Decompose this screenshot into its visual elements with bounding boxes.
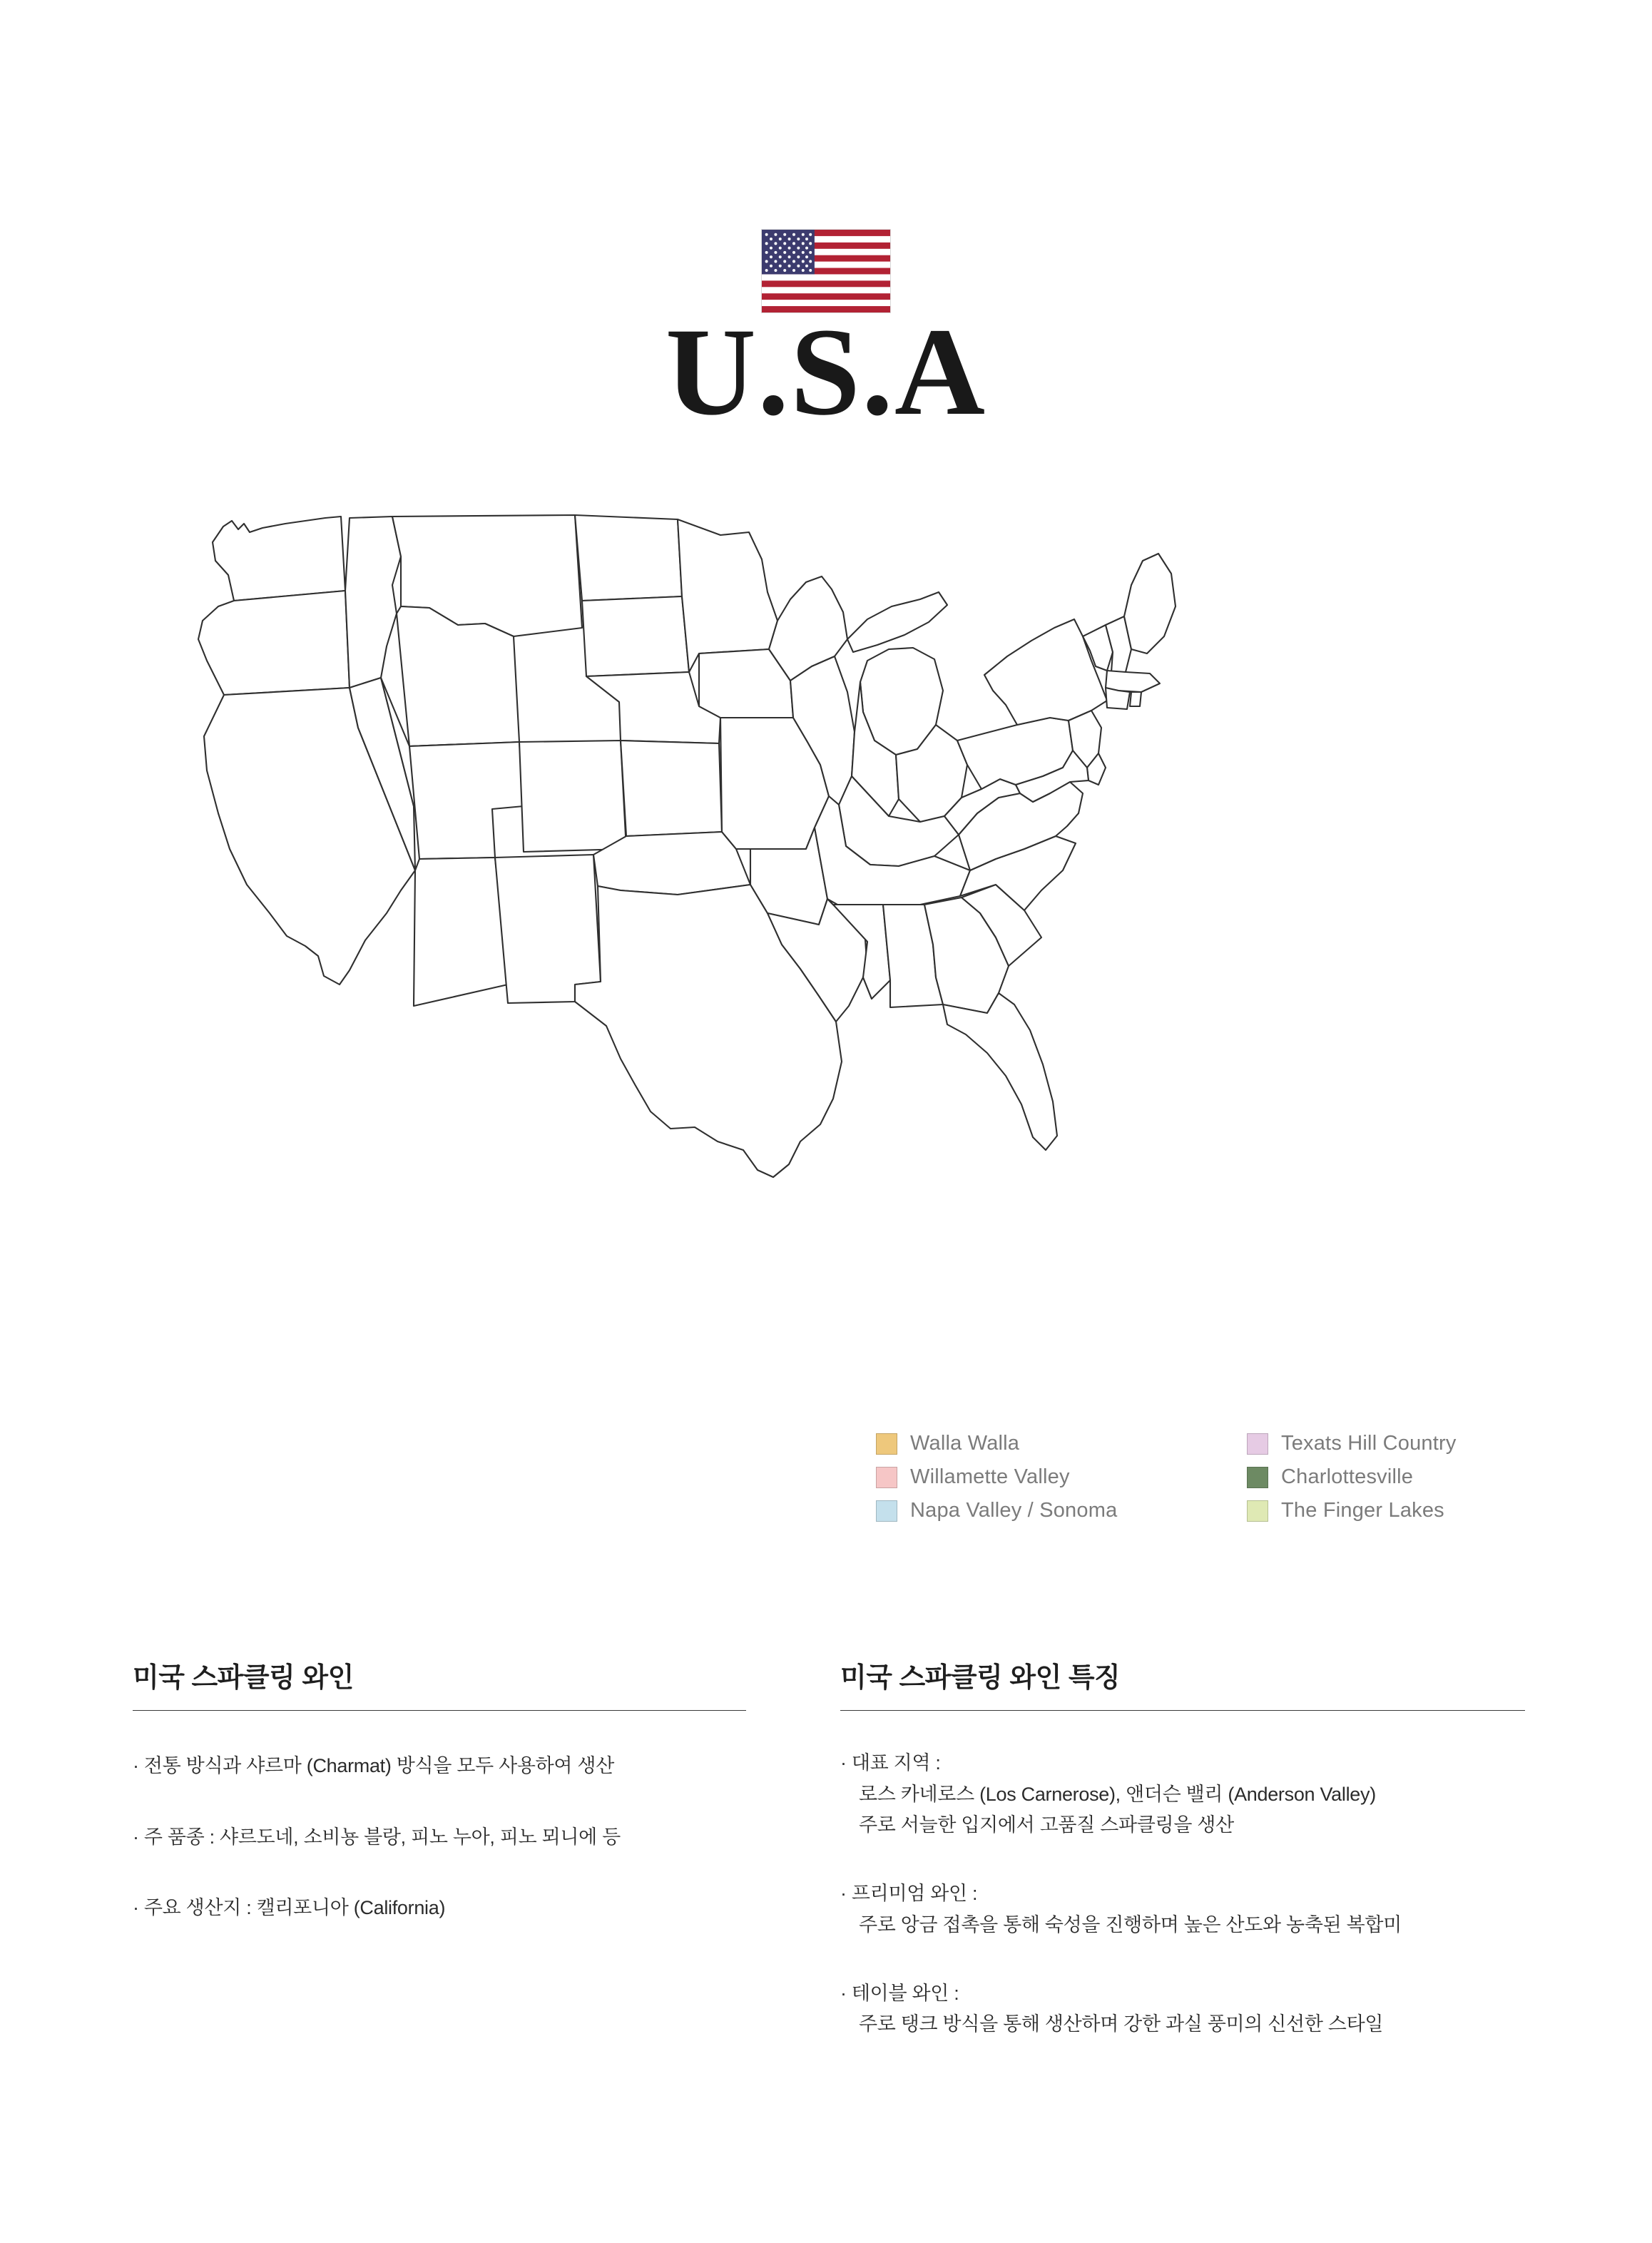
legend-item-walla-walla[interactable] (876, 1427, 1247, 1460)
right-text-column (840, 1655, 1525, 2040)
legend-swatch-icon (1247, 1433, 1268, 1455)
state-south-dakota (582, 596, 689, 676)
state-oregon[interactable] (198, 591, 350, 695)
state-florida (943, 993, 1057, 1150)
bullet-sub: 로스 카네로스 (Los Carnerose), 앤더슨 밸리 (Anderson Valley) (859, 1783, 1376, 1805)
right-column-divider (840, 1710, 1525, 1711)
legend-label: Walla Walla (910, 1432, 1020, 1455)
list-item (840, 1878, 1525, 1941)
bullet-main: · 대표 지역 : (840, 1752, 941, 1774)
bullet-sub: 주로 탱크 방식을 통해 생산하며 강한 과실 풍미의 신선한 스타일 (859, 2013, 1384, 2035)
legend-item-the-finger-lakes[interactable] (1247, 1494, 1518, 1527)
legend-swatch-icon (876, 1500, 897, 1522)
state-arizona (414, 858, 508, 1006)
legend-swatch-icon (876, 1433, 897, 1455)
map-legend (876, 1427, 1518, 1527)
bullet-sub-2: 주로 서늘한 입지에서 고품질 스파클링을 생산 (859, 1814, 1234, 1836)
list-item (840, 1748, 1525, 1841)
state-kansas (621, 741, 722, 836)
left-column-divider (133, 1710, 746, 1711)
state-rhode-island (1130, 692, 1141, 706)
bullet-main: · 주요 생산지 : 캘리포니아 (California) (133, 1897, 446, 1919)
list-item (133, 1751, 746, 1782)
legend-swatch-icon (1247, 1500, 1268, 1522)
left-column-title: 미국 스파클링 와인 (133, 1663, 354, 1693)
state-colorado (519, 741, 626, 852)
legend-item-charlottesville[interactable] (1247, 1460, 1518, 1494)
usa-flag-icon (762, 230, 890, 312)
bullet-main: · 전통 방식과 샤르마 (Charmat) 방식을 모두 사용하여 생산 (133, 1755, 614, 1776)
bullet-sub: 주로 앙금 접촉을 통해 숙성을 진행하며 높은 산도와 농축된 복합미 (859, 1913, 1402, 1936)
right-column-title: 미국 스파클링 와인 특징 (840, 1663, 1121, 1693)
list-item (840, 1978, 1525, 2040)
bullet-main: · 프리미엄 와인 : (840, 1883, 978, 1905)
legend-label: Willamette Valley (910, 1465, 1070, 1488)
map-container (178, 514, 1498, 1356)
legend-swatch-icon (1247, 1467, 1268, 1488)
legend-item-napa-valley-sonoma[interactable] (876, 1494, 1247, 1527)
state-michigan (847, 592, 947, 652)
legend-label: Napa Valley / Sonoma (910, 1499, 1118, 1522)
legend-swatch-icon (876, 1467, 897, 1488)
legend-label: The Finger Lakes (1281, 1499, 1444, 1522)
page-title: U.S.A (665, 302, 987, 442)
bullet-main: · 주 품종 : 샤르도네, 소비뇽 블랑, 피노 누아, 피노 뫼니에 등 (133, 1826, 621, 1848)
legend-label: Texats Hill Country (1281, 1432, 1457, 1455)
legend-label: Charlottesville (1281, 1465, 1414, 1488)
state-oklahoma (593, 832, 750, 895)
list-item (133, 1893, 746, 1924)
state-new-mexico (495, 855, 601, 1003)
state-idaho (345, 517, 401, 688)
usa-flag (762, 230, 890, 312)
state-utah-main (409, 742, 524, 859)
legend-item-texas-hill-country[interactable] (1247, 1427, 1518, 1460)
bullet-main: · 테이블 와인 : (840, 1982, 959, 2004)
right-column-bullets (840, 1748, 1525, 2040)
state-maine (1124, 554, 1176, 653)
list-item (133, 1822, 746, 1853)
united-states-map (178, 514, 1498, 1356)
left-column-bullets (133, 1751, 746, 1924)
left-text-column (133, 1655, 746, 1924)
state-connecticut (1106, 688, 1130, 709)
legend-item-willamette-valley[interactable] (876, 1460, 1247, 1494)
state-washington[interactable] (213, 517, 345, 601)
state-north-dakota (575, 515, 682, 601)
